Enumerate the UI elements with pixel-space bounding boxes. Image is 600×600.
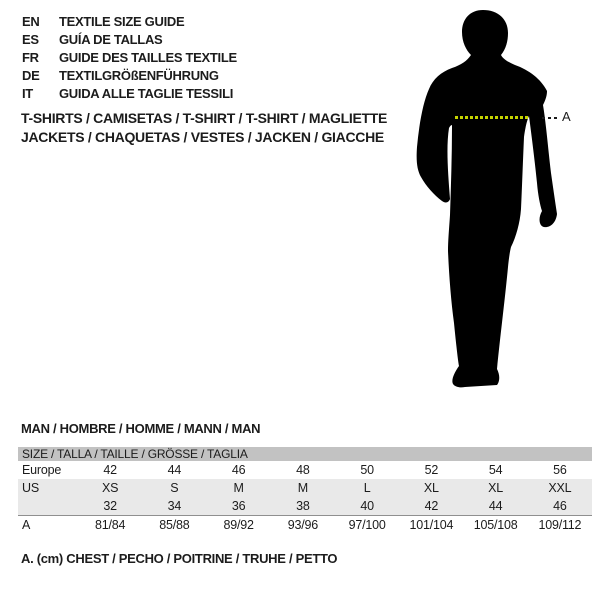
cell: 34 bbox=[167, 499, 182, 513]
cell: XL bbox=[488, 481, 504, 495]
table-row-us bbox=[18, 479, 592, 497]
table-row-us-numeric bbox=[18, 497, 592, 515]
chest-measure-dash-line bbox=[455, 116, 529, 119]
lang-label: GUIDE DES TAILLES TEXTILE bbox=[59, 50, 237, 65]
row-label bbox=[18, 497, 78, 515]
cell: 56 bbox=[553, 463, 567, 477]
cell: 109/112 bbox=[538, 518, 582, 532]
cell: 36 bbox=[231, 499, 246, 513]
cell: L bbox=[363, 481, 371, 495]
cell: XS bbox=[101, 481, 119, 495]
cell: 38 bbox=[296, 499, 310, 513]
lang-row-en bbox=[22, 13, 237, 31]
cell: 97/100 bbox=[348, 518, 386, 532]
cell: XXL bbox=[548, 481, 572, 495]
table-row-europe bbox=[18, 461, 592, 479]
chest-measure-label: A bbox=[562, 109, 571, 124]
lang-row-de bbox=[22, 67, 237, 85]
table-header: SIZE / TALLA / TAILLE / GRÖSSE / TAGLIA bbox=[18, 447, 592, 461]
cell: 42 bbox=[424, 499, 439, 513]
cell: M bbox=[297, 481, 308, 495]
cell: 85/88 bbox=[159, 518, 190, 532]
cell: 54 bbox=[488, 463, 503, 477]
cell: 101/104 bbox=[409, 518, 454, 532]
row-label: Europe bbox=[22, 463, 62, 477]
cell: 46 bbox=[231, 463, 246, 477]
man-silhouette-icon bbox=[405, 5, 580, 395]
lang-code: ES bbox=[22, 32, 39, 47]
cell: 52 bbox=[424, 463, 439, 477]
section-title: MAN / HOMBRE / HOMME / MANN / MAN bbox=[21, 421, 261, 436]
chest-measure-leader-line bbox=[542, 117, 559, 119]
garment-categories bbox=[21, 109, 387, 147]
cell: S bbox=[170, 481, 179, 495]
cell: 50 bbox=[360, 463, 374, 477]
measurement-footnote: A. (cm) CHEST / PECHO / POITRINE / TRUHE / PETTO bbox=[21, 551, 338, 566]
cell: 42 bbox=[103, 463, 117, 477]
cell: 105/108 bbox=[473, 518, 518, 532]
lang-label: TEXTILGRÖßENFÜHRUNG bbox=[59, 68, 219, 83]
lang-row-es bbox=[22, 31, 237, 49]
lang-label: GUIDA ALLE TAGLIE TESSILI bbox=[59, 86, 234, 101]
cell: 89/92 bbox=[223, 518, 254, 532]
category-line-tshirts: T-SHIRTS / CAMISETAS / T-SHIRT / T-SHIRT / MAGLIETTE bbox=[21, 110, 388, 126]
cell: 40 bbox=[360, 499, 374, 513]
lang-code: FR bbox=[22, 50, 39, 65]
lang-code: DE bbox=[22, 68, 40, 83]
lang-row-fr bbox=[22, 49, 237, 67]
cell: M bbox=[233, 481, 244, 495]
category-line-jackets: JACKETS / CHAQUETAS / VESTES / JACKEN / GIACCHE bbox=[21, 129, 384, 145]
cell: 44 bbox=[488, 499, 503, 513]
cell: 93/96 bbox=[287, 518, 319, 532]
cell: 46 bbox=[553, 499, 567, 513]
cell: XL bbox=[423, 481, 439, 495]
language-list bbox=[22, 13, 237, 103]
lang-label: GUÍA DE TALLAS bbox=[59, 32, 163, 47]
lang-row-it bbox=[22, 85, 237, 103]
cell: 48 bbox=[296, 463, 310, 477]
cell: 81/84 bbox=[94, 518, 126, 532]
lang-code: IT bbox=[22, 86, 33, 101]
table-row-chest-cm bbox=[18, 515, 592, 534]
row-label: A bbox=[22, 518, 31, 532]
cell: 44 bbox=[167, 463, 182, 477]
lang-code: EN bbox=[22, 14, 40, 29]
cell: 32 bbox=[103, 499, 117, 513]
size-table bbox=[18, 447, 592, 534]
lang-label: TEXTILE SIZE GUIDE bbox=[59, 14, 185, 29]
row-label: US bbox=[22, 481, 39, 495]
